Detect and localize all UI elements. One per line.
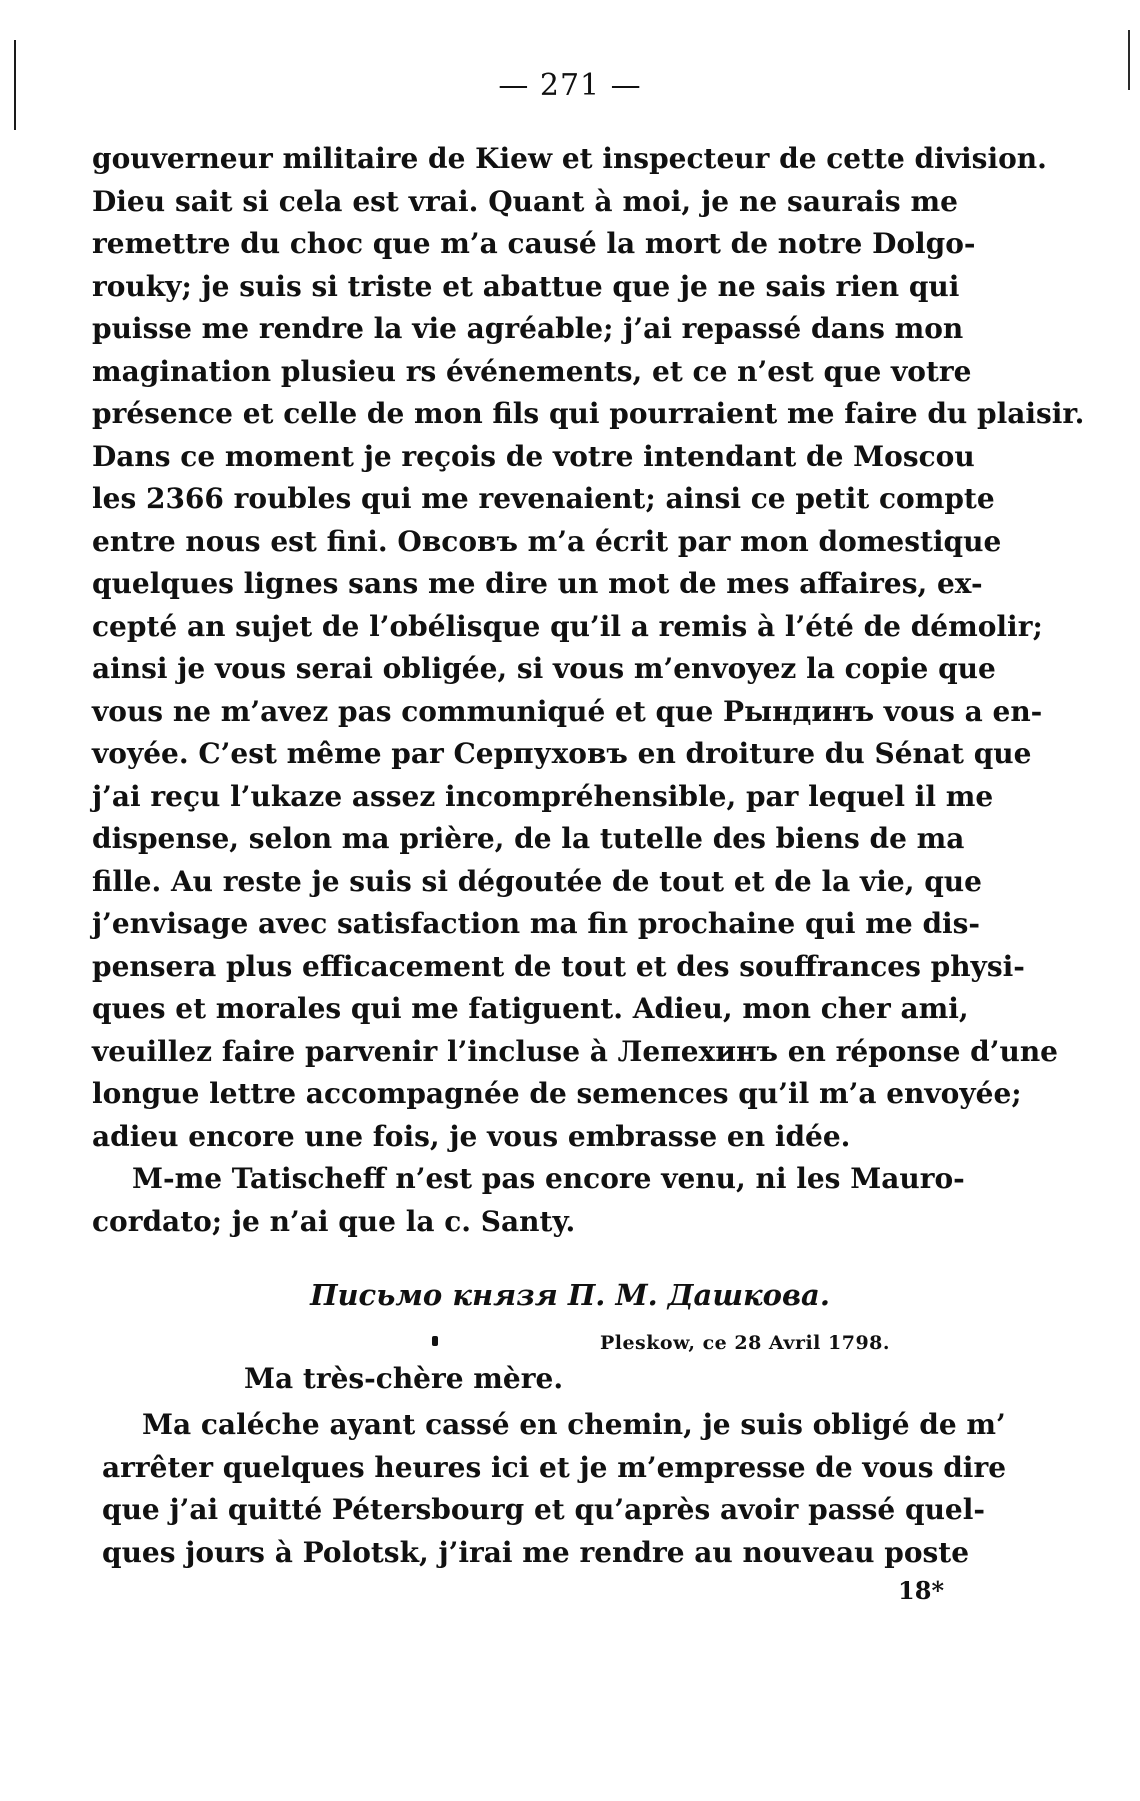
body-text: [92, 138, 1085, 1243]
letter-dateline: Pleskow, ce 28 Avril 1798.: [599, 1332, 890, 1354]
text-line: veuillez faire parvenir l’incluse à Лепехинъ en réponse d’une: [92, 1034, 1058, 1068]
text-line: entre nous est fini. Овсовъ m’a écrit par mon domestique: [92, 524, 1002, 558]
text-line: Dans ce moment je reçois de votre intendant de Moscou: [92, 439, 975, 473]
text-line: vous ne m’avez pas communiqué et que Рындинъ vous a en-: [92, 694, 1043, 728]
text-line: Ma caléche ayant cassé en chemin, je suis obligé de m’: [142, 1408, 1006, 1441]
text-line: puisse me rendre la vie agréable; j’ai repassé dans mon: [92, 312, 964, 345]
text-line: les 2366 roubles qui me revenaient; ainsi ce petit compte: [92, 482, 995, 515]
text-line: ques et morales qui me fatiguent. Adieu, mon cher ami,: [92, 992, 969, 1025]
text-line: j’ai reçu l’ukaze assez incompréhensible, par lequel il me: [92, 779, 994, 813]
bullet-mark: [432, 1336, 438, 1346]
text-line: ainsi je vous serai obligée, si vous m’envoyez la copie que: [92, 652, 996, 685]
text-line: M-me Tatischeff n’est pas encore venu, ni les Mauro-: [132, 1162, 965, 1195]
text-line: remettre du choc que m’a causé la mort de notre Dolgo-: [92, 227, 976, 260]
text-line: pensera plus efficacement de tout et des souffrances physi-: [92, 949, 1025, 983]
text-line: gouverneur militaire de Kiew et inspecteur de cette division.: [92, 142, 1047, 175]
text-line: ques jours à Polotsk, j’irai me rendre au nouveau poste: [102, 1535, 970, 1569]
page-number: — 271 —: [498, 68, 642, 103]
letter-salutation: Ma très-chère mère.: [244, 1362, 564, 1395]
text-line: quelques lignes sans me dire un mot de mes affaires, ex-: [92, 567, 983, 600]
text-line: j’envisage avec satisfaction ma fin prochaine qui me dis-: [92, 907, 981, 940]
text-line: magination plusieu rs événements, et ce n’est que votre: [92, 354, 972, 388]
text-line: cepté an sujet de l’obélisque qu’il a remis à l’été de démolir;: [92, 609, 1043, 643]
letter-body-text: [102, 1404, 1007, 1574]
letter-heading: Письмо князя П. М. Дашкова.: [310, 1278, 830, 1312]
text-line: rouky; je suis si triste et abattue que je ne sais rien qui: [92, 269, 960, 303]
text-line: adieu encore une fois, je vous embrasse en idée.: [92, 1119, 851, 1153]
text-line: Dieu sait si cela est vrai. Quant à moi, je ne saurais me: [92, 184, 958, 218]
text-line: arrêter quelques heures ici et je m’empresse de vous dire: [102, 1450, 1007, 1484]
text-line: voyée. C’est même par Серпуховъ en droiture du Sénat que: [92, 737, 1032, 770]
text-line: dispense, selon ma prière, de la tutelle des biens de ma: [92, 822, 965, 855]
text-line: fille. Au reste je suis si dégoutée de tout et de la vie, que: [92, 864, 982, 898]
signature-mark: 18*: [898, 1576, 944, 1605]
text-line: longue lettre accompagnée de semences qu’il m’a envoyée;: [92, 1077, 1022, 1110]
text-line: présence et celle de mon fils qui pourraient me faire du plaisir.: [92, 397, 1085, 430]
text-line: cordato; je n’ai que la c. Santy.: [92, 1204, 576, 1238]
text-line: que j’ai quitté Pétersbourg et qu’après avoir passé quel-: [102, 1493, 985, 1526]
